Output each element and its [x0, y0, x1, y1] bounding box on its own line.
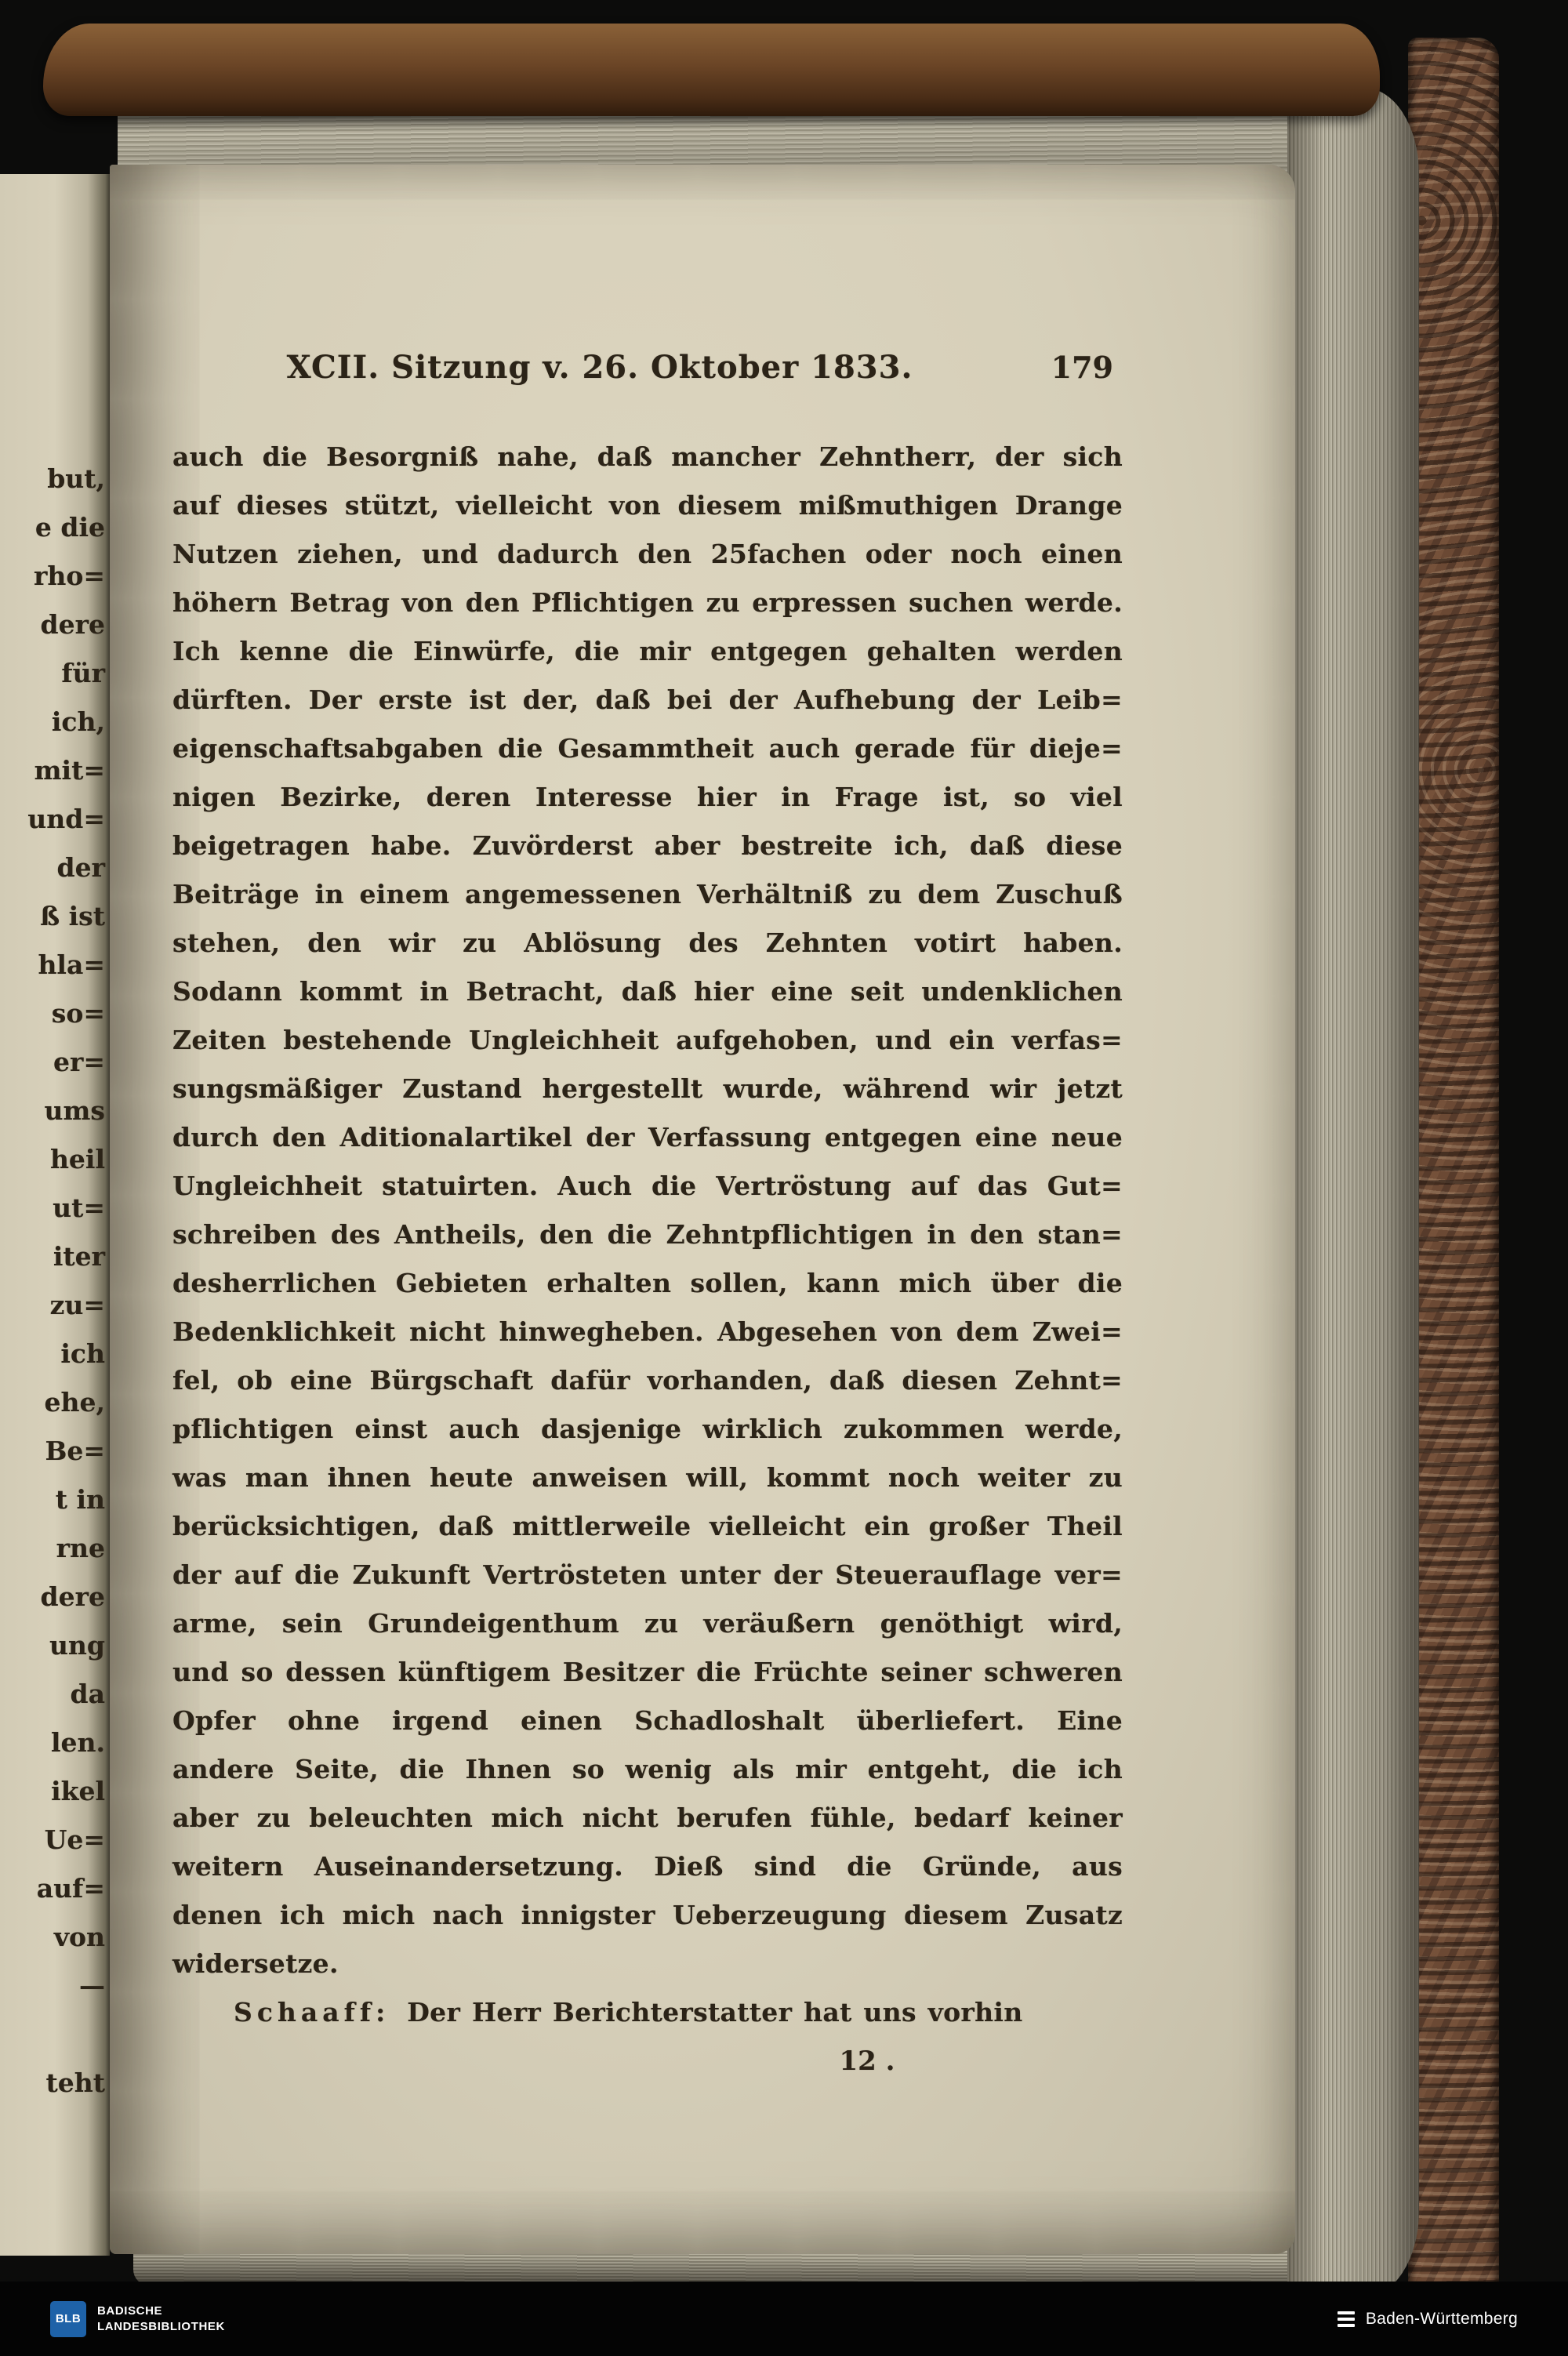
text-fragment: heil [49, 1144, 105, 1174]
region-label: Baden-Württemberg [1365, 2309, 1518, 2328]
text-line: sungsmäßiger Zustand hergestellt wurde, während wir jetzt [172, 1073, 1123, 1104]
main-text-block [172, 433, 1123, 1940]
text-fragment: von [53, 1922, 105, 1952]
text-fragment: — [79, 1970, 105, 2001]
session-title: XCII. Sitzung v. 26. Oktober 1833. [286, 349, 913, 386]
text-fragment: mit= [34, 755, 105, 786]
page-header [172, 349, 1123, 398]
text-fragment: für [61, 658, 105, 688]
viewer-footer [0, 2282, 1568, 2356]
text-fragment: ung [49, 1630, 105, 1661]
region-branding [1338, 2310, 1518, 2329]
book-spine-top-edge [43, 24, 1380, 116]
text-fragment [0, 2010, 110, 2059]
text-line: weitern Auseinandersetzung. Dieß sind die Gründe, aus [172, 1851, 1123, 1882]
text-fragment: da [70, 1679, 105, 1709]
page-text-column [172, 349, 1123, 2086]
text-line: auch die Besorgniß nahe, daß mancher Zehntherr, der sich [172, 441, 1123, 472]
text-fragment: e die [34, 512, 105, 543]
text-fragment: dere [40, 1581, 105, 1612]
library-name [97, 2303, 225, 2334]
baden-wuerttemberg-emblem-icon [1338, 2311, 1355, 2327]
text-line: beigetragen habe. Zuvörderst aber bestreite ich, daß diese [172, 830, 1123, 861]
text-line: und so dessen künftigem Besitzer die Früchte seiner schweren [172, 1657, 1123, 1687]
speaker-name: Schaaff: [234, 1997, 390, 2027]
text-fragment: Ue= [44, 1824, 105, 1855]
page-number: 179 [1051, 350, 1113, 385]
page-stack-fore-edge [1287, 88, 1419, 2297]
text-line: Zeiten bestehende Ungleichheit aufgehoben, und ein verfas= [172, 1025, 1123, 1055]
text-fragment: und= [27, 804, 105, 834]
left-page-edge [0, 174, 110, 2256]
marbled-book-cover [1408, 38, 1499, 2325]
left-page-text-fragments [0, 174, 110, 2107]
text-line: desherrlichen Gebieten erhalten sollen, kann mich über die [172, 1268, 1123, 1298]
book-page [110, 165, 1295, 2254]
text-line: durch den Aditionalartikel der Verfassung entgegen eine neue [172, 1122, 1123, 1153]
speaker-text: Der Herr Berichterstatter hat uns vorhin [407, 1997, 1023, 2027]
text-line: denen ich mich nach innigster Ueberzeugung diesem Zusatz [172, 1900, 1123, 1930]
text-line: pflichtigen einst auch dasjenige wirklich zukommen werde, [172, 1414, 1123, 1444]
text-line: Ich kenne die Einwürfe, die mir entgegen gehalten werden [172, 636, 1123, 666]
text-fragment: ums [44, 1095, 105, 1126]
text-line: stehen, den wir zu Ablösung des Zehnten votirt haben. [172, 928, 1123, 958]
text-fragment: Be= [45, 1436, 105, 1466]
text-fragment: ß ist [40, 901, 105, 931]
text-line: Sodann kommt in Betracht, daß hier eine seit undenklichen [172, 976, 1123, 1007]
text-fragment: ut= [53, 1193, 105, 1223]
library-name-line2: LANDESBIBLIOTHEK [97, 2319, 225, 2333]
text-line: auf dieses stützt, vielleicht von diesem mißmuthigen Drange [172, 490, 1123, 521]
text-fragment: ich, [51, 706, 105, 737]
text-fragment: der [56, 852, 105, 883]
blb-logo-icon: BLB [50, 2301, 86, 2337]
text-line: Bedenklichkeit nicht hinwegheben. Abgesehen von dem Zwei= [172, 1316, 1123, 1347]
text-line: fel, ob eine Bürgschaft dafür vorhanden, daß diesen Zehnt= [172, 1365, 1123, 1396]
text-fragment: dere [40, 609, 105, 640]
text-line: dürften. Der erste ist der, daß bei der Aufhebung der Leib= [172, 684, 1123, 715]
text-fragment: t in [55, 1484, 105, 1515]
text-line: Nutzen ziehen, und dadurch den 25fachen oder noch einen [172, 539, 1123, 569]
text-line: andere Seite, die Ihnen so wenig als mir entgeht, die ich [172, 1754, 1123, 1784]
text-fragment: but, [47, 463, 105, 494]
text-line: berücksichtigen, daß mittlerweile vielleicht ein großer Theil [172, 1511, 1123, 1541]
signature-mark: 12 . [839, 2046, 895, 2077]
text-line: schreiben des Antheils, den die Zehntpflichtigen in den stan= [172, 1219, 1123, 1250]
text-fragment: hla= [38, 949, 105, 980]
text-line: Ungleichheit statuirten. Auch die Vertröstung auf das Gut= [172, 1171, 1123, 1201]
text-line: der auf die Zukunft Vertrösteten unter der Steuerauflage ver= [172, 1559, 1123, 1590]
text-line: aber zu beleuchten mich nicht berufen fühle, bedarf keiner [172, 1802, 1123, 1833]
text-line: Beiträge in einem angemessenen Verhältniß zu dem Zuschuß [172, 879, 1123, 909]
library-name-line1: BADISCHE [97, 2304, 163, 2318]
text-line: was man ihnen heute anweisen will, kommt noch weiter zu [172, 1462, 1123, 1493]
text-fragment: so= [51, 998, 105, 1029]
text-line: eigenschaftsabgaben die Gesammtheit auch gerade für dieje= [172, 733, 1123, 764]
text-fragment: rne [56, 1533, 105, 1563]
text-fragment: ehe, [44, 1387, 105, 1418]
library-branding [50, 2301, 225, 2337]
text-fragment: rho= [33, 561, 105, 591]
paragraph-end-line: widersetze. [172, 1948, 339, 1979]
speaker-line [172, 1988, 1123, 2037]
text-line: nigen Bezirke, deren Interesse hier in Frage ist, so viel [172, 782, 1123, 812]
text-line: arme, sein Grundeigenthum zu veräußern genöthigt wird, [172, 1608, 1123, 1639]
text-fragment: zu= [49, 1290, 105, 1320]
text-fragment: er= [53, 1047, 105, 1077]
text-fragment: auf= [36, 1873, 105, 1904]
text-fragment: len. [50, 1727, 105, 1758]
text-fragment: ikel [51, 1776, 105, 1806]
text-fragment: teht [45, 2067, 105, 2098]
text-fragment: ich [60, 1338, 105, 1369]
text-line: Opfer ohne irgend einen Schadloshalt überliefert. Eine [172, 1705, 1123, 1736]
text-line: höhern Betrag von den Pflichtigen zu erpressen suchen werde. [172, 587, 1123, 618]
text-fragment: iter [53, 1241, 105, 1272]
